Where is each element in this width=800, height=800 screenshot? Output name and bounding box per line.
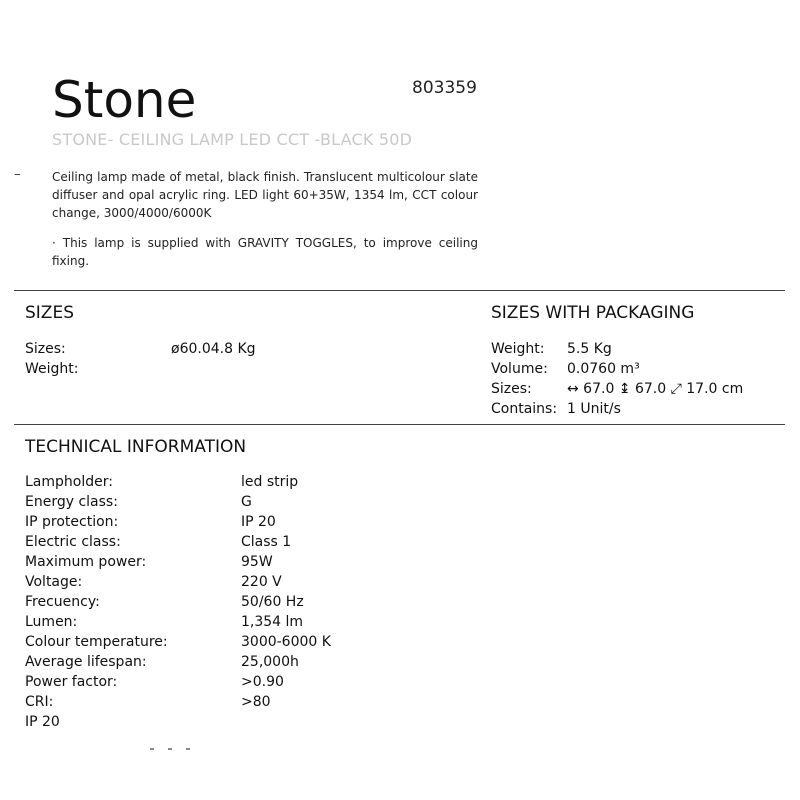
product-note: · This lamp is supplied with GRAVITY TOGGLES, to improve ceiling fixing. (52, 236, 478, 268)
technical-label: IP protection: (25, 514, 119, 530)
technical-value: IP 20 (241, 514, 276, 530)
technical-row (25, 552, 525, 572)
technical-label: Electric class: (25, 534, 121, 550)
packaging-label: Volume: (491, 361, 548, 377)
technical-value: 95W (241, 554, 273, 570)
packaging-label: Contains: (491, 401, 558, 417)
technical-row (25, 672, 525, 692)
technical-value: Class 1 (241, 534, 292, 550)
divider (14, 424, 785, 425)
cropped-text-fragment (150, 735, 210, 738)
packaging-row (491, 399, 791, 419)
packaging-block (491, 339, 791, 423)
sizes-heading: SIZES (25, 303, 74, 323)
sizes-label: Sizes: (25, 341, 66, 357)
product-description: Ceiling lamp made of metal, black finish. Translucent multicolour slate diffuser and opal acrylic ring. LED light 60+35W, 1354 lm, CCT colour change, 3000/4000/6000K (52, 170, 478, 220)
technical-value: >0.90 (241, 674, 284, 690)
technical-row (25, 632, 525, 652)
technical-value: led strip (241, 474, 299, 490)
technical-row (25, 612, 525, 632)
technical-row (25, 712, 525, 732)
technical-row (25, 572, 525, 592)
technical-table (25, 472, 525, 732)
technical-label: Average lifespan: (25, 654, 147, 670)
technical-value: G (241, 494, 252, 510)
technical-row (25, 492, 525, 512)
technical-label: Lampholder: (25, 474, 113, 490)
sizes-value: ø60.04.8 Kg (171, 341, 256, 357)
product-code: 803359 (412, 78, 477, 98)
technical-row (25, 692, 525, 712)
packaging-label: Sizes: (491, 381, 532, 397)
technical-label: Energy class: (25, 494, 118, 510)
technical-label: Lumen: (25, 614, 78, 630)
bullet-dash: – (14, 167, 21, 182)
technical-label: CRI: (25, 694, 54, 710)
technical-row (25, 652, 525, 672)
technical-value: 220 V (241, 574, 282, 590)
technical-label: Power factor: (25, 674, 118, 690)
technical-label: Voltage: (25, 574, 83, 590)
packaging-value: 5.5 Kg (567, 341, 612, 357)
packaging-value: ↔ 67.0 ↨ 67.0 ⤢ 17.0 cm (567, 381, 744, 397)
technical-value: 1,354 lm (241, 614, 304, 630)
technical-label: IP 20 (25, 714, 60, 730)
divider (14, 290, 785, 291)
technical-value: 50/60 Hz (241, 594, 304, 610)
technical-label: Colour temperature: (25, 634, 168, 650)
technical-value: >80 (241, 694, 271, 710)
technical-value: 3000-6000 K (241, 634, 331, 650)
technical-label: Maximum power: (25, 554, 147, 570)
product-subtitle: STONE- CEILING LAMP LED CCT -BLACK 50D (52, 130, 413, 149)
technical-row (25, 532, 525, 552)
packaging-heading: SIZES WITH PACKAGING (491, 303, 695, 323)
packaging-label: Weight: (491, 341, 545, 357)
technical-row (25, 472, 525, 492)
packaging-value: 1 Unit/s (567, 401, 621, 417)
packaging-row (491, 379, 791, 399)
technical-heading: TECHNICAL INFORMATION (25, 437, 247, 457)
technical-row (25, 592, 525, 612)
technical-value: 25,000h (241, 654, 299, 670)
packaging-value: 0.0760 m³ (567, 361, 640, 377)
sizes-block (25, 339, 475, 383)
weight-label: Weight: (25, 361, 79, 377)
packaging-row (491, 359, 791, 379)
packaging-row (491, 339, 791, 359)
technical-row (25, 512, 525, 532)
product-title: Stone (52, 71, 197, 129)
technical-label: Frecuency: (25, 594, 100, 610)
